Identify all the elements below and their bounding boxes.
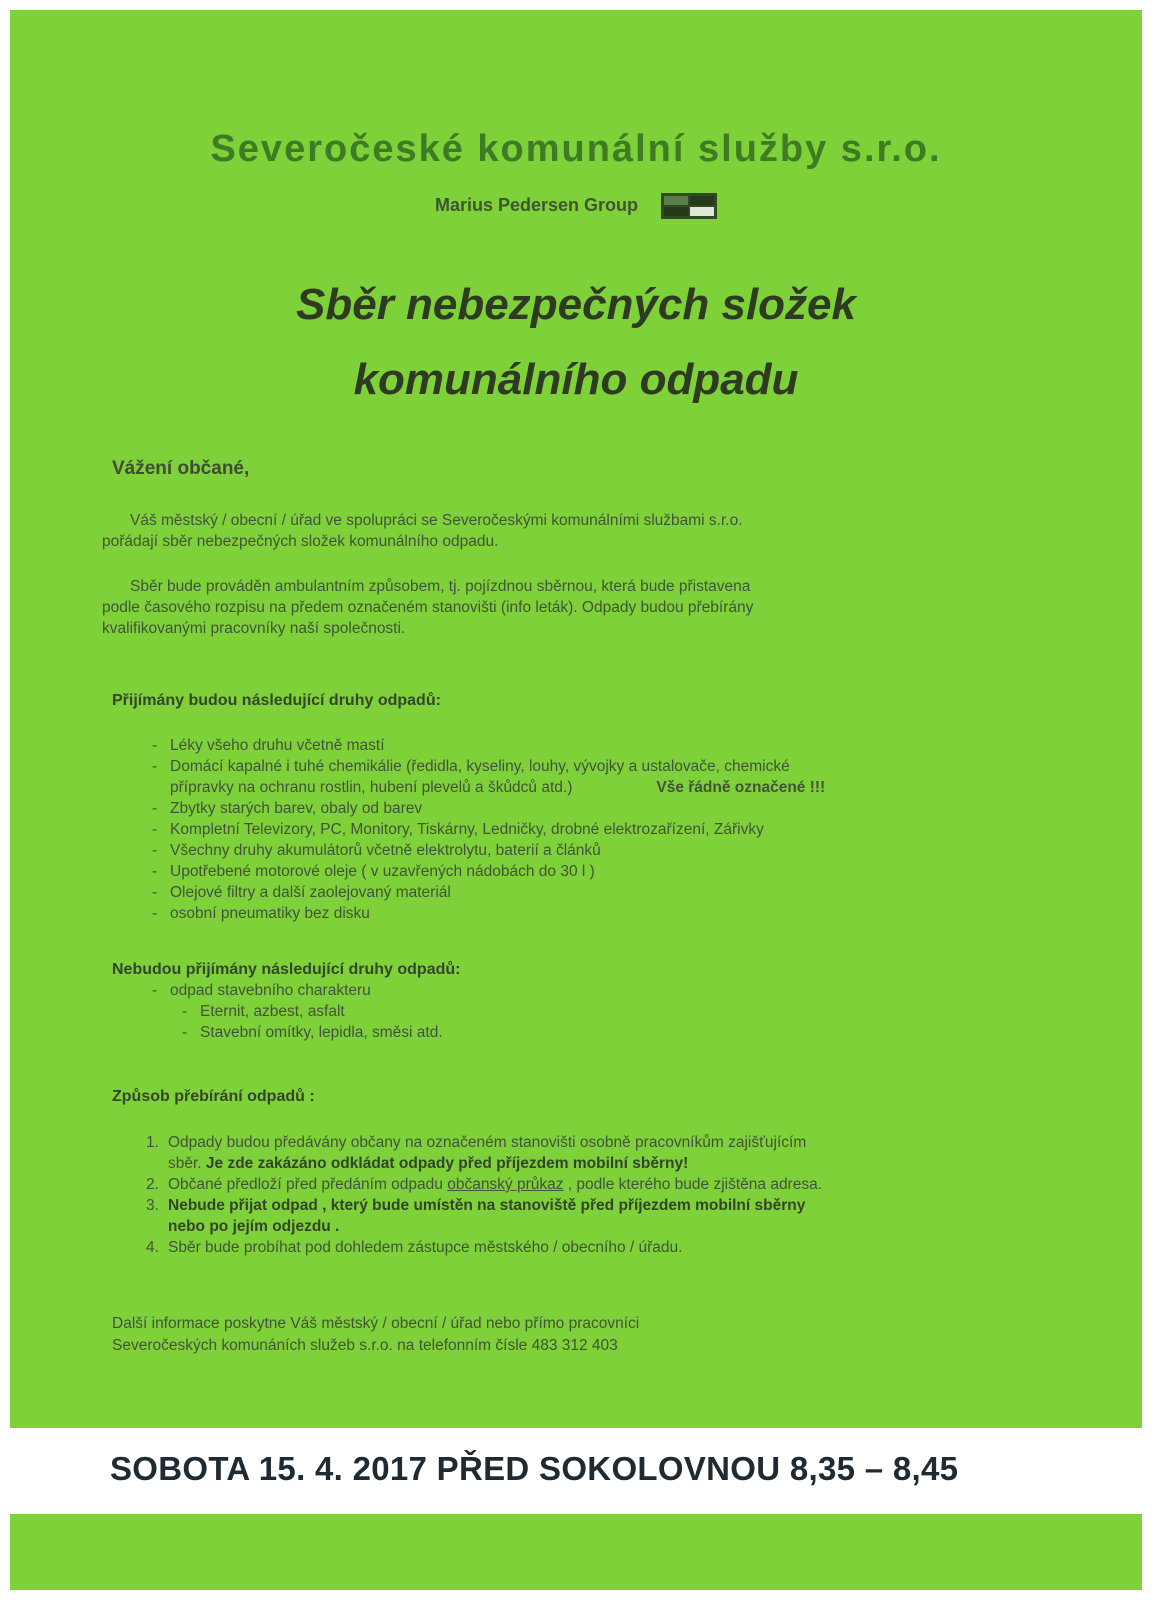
rejected-sublist	[182, 1001, 443, 1043]
step-warning: Je zde zakázáno odkládat odpady před příjezdem mobilní sběrny!	[205, 1155, 689, 1172]
intro-p2-line: kvalifikovanými pracovníky naší společnosti.	[102, 620, 406, 637]
list-item	[152, 756, 912, 798]
intro-p2-line: podle časového rozpisu na předem označeném stanovišti (info leták). Odpady budou přebírány	[102, 599, 754, 616]
list-item: - Olejové filtry a další zaolejovaný materiál	[152, 882, 912, 903]
step-text: Sběr bude probíhat pod dohledem zástupce městského / obecního / úřadu.	[168, 1239, 683, 1256]
intro-p1-line: pořádají sběr nebezpečných složek komunálního odpadu.	[102, 533, 499, 550]
step-text: nebo po jejím odjezdu .	[168, 1218, 340, 1235]
step-text: Nebude přijat odpad , který bude umístěn na stanoviště před příjezdem mobilní sběrny	[168, 1197, 806, 1214]
company-logo-icon	[661, 193, 717, 219]
list-item: - Stavební omítky, lepidla, směsi atd.	[182, 1022, 443, 1043]
rejected-list	[152, 980, 371, 1001]
list-item: - Kompletní Televizory, PC, Monitory, Tiskárny, Ledničky, drobné elektrozařízení, Zářivky	[152, 819, 912, 840]
accepted-list	[152, 735, 912, 924]
flyer-sheet	[10, 10, 1142, 1590]
step-number: 2.	[146, 1176, 159, 1193]
contact-line: Další informace poskytne Váš městský / obecní / úřad nebo přímo pracovníci	[112, 1315, 640, 1332]
labeling-note: Vše řádně označené !!!	[656, 779, 826, 796]
step-text-line	[168, 1174, 926, 1195]
intro-p1-line: Váš městský / obecní / úřad ve spolupráci se Severočeskými komunálními službami s.r.o.	[130, 512, 743, 529]
list-item: - Upotřebené motorové oleje ( v uzavřených nádobách do 30 l )	[152, 861, 912, 882]
intro-paragraph-2	[102, 576, 922, 639]
step-text: Občané předloží před předáním odpadu	[168, 1176, 448, 1193]
company-name: Severočeské komunální služby s.r.o.	[210, 128, 942, 170]
step-item	[146, 1195, 926, 1237]
contact-info	[112, 1313, 639, 1357]
step-text: Odpady budou předávány občany na označeném stanovišti osobně pracovníkům zajišťujícím	[168, 1134, 807, 1151]
step-text: sběr.	[168, 1155, 206, 1172]
list-item: - osobní pneumatiky bez disku	[152, 903, 912, 924]
method-steps	[146, 1132, 926, 1258]
step-number: 1.	[146, 1134, 159, 1151]
step-item	[146, 1237, 926, 1258]
list-item-text: přípravky na ochranu rostlin, hubení plevelů a škůdců atd.)	[170, 779, 573, 796]
intro-paragraph-1	[102, 510, 922, 552]
rejected-heading: Nebudou přijímány následující druhy odpadů:	[112, 961, 461, 978]
step-number: 4.	[146, 1239, 159, 1256]
list-item: - odpad stavebního charakteru	[152, 980, 371, 1001]
main-title-line1: Sběr nebezpečných složek	[296, 280, 856, 329]
list-item: - Eternit, azbest, asfalt	[182, 1001, 443, 1022]
step-text: , podle kterého bude zjištěna adresa.	[563, 1176, 823, 1193]
step-item	[146, 1174, 926, 1195]
method-heading: Způsob přebírání odpadů :	[112, 1088, 315, 1105]
accepted-heading: Přijímány budou následující druhy odpadů:	[112, 692, 441, 709]
intro-p2-line: Sběr bude prováděn ambulantním způsobem, tj. pojízdnou sběrnou, která bude přistavena	[130, 578, 751, 595]
list-item: - Léky všeho druhu včetně mastí	[152, 735, 912, 756]
list-item: - Všechny druhy akumulátorů včetně elektrolytu, baterií a článků	[152, 840, 912, 861]
contact-line: Severočeských komunáních služeb s.r.o. na telefonním čísle 483 312 403	[112, 1337, 618, 1354]
step-number: 3.	[146, 1197, 159, 1214]
date-banner-text: SOBOTA 15. 4. 2017 PŘED SOKOLOVNOU 8,35 – 8,45	[110, 1450, 959, 1487]
step-text-line	[168, 1153, 926, 1174]
step-item	[146, 1132, 926, 1174]
greeting: Vážení občané,	[112, 458, 250, 479]
group-line	[10, 193, 1142, 219]
list-item: - Zbytky starých barev, obaly od barev	[152, 798, 912, 819]
list-item-text: Domácí kapalné i tuhé chemikálie (ředidla, kyseliny, louhy, vývojky a ustalovače, chemické	[170, 758, 790, 775]
id-card-text: občanský průkaz	[447, 1176, 564, 1193]
main-title-line2: komunálního odpadu	[353, 355, 799, 404]
group-name: Marius Pedersen Group	[434, 194, 639, 215]
